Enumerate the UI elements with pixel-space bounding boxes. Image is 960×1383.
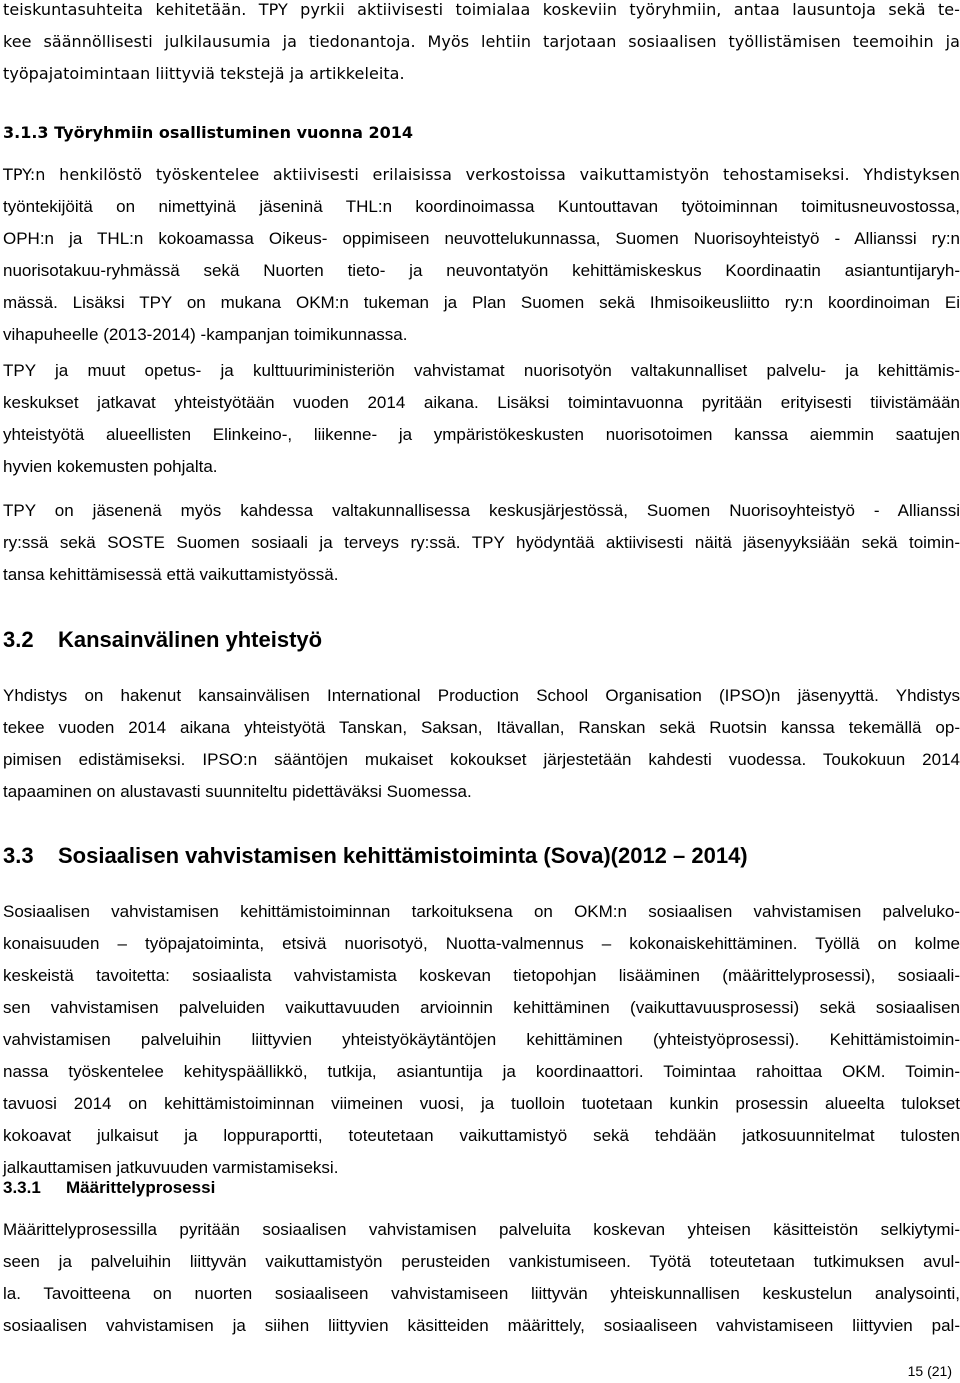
text-line: sen vahvistamisen palveluiden vaikuttavuuden arvioinnin kehittäminen (vaikuttavuusprosessi) sekä sosiaalisen: [3, 998, 960, 1017]
section-heading-3-1-3: 3.1.3 Työryhmiin osallistuminen vuonna 2014: [3, 123, 414, 142]
section-3-3-paragraph: [3, 896, 960, 1184]
text-line: keskeistä tavoitetta: sosiaalista vahvistamista koskevan tietopohjan lisääminen (määrittelyprosessi), sosiaali-: [3, 966, 960, 985]
section-3-1-3-paragraph-1: [3, 159, 960, 351]
text-line: kokoavat julkaisut ja loppuraportti, toteutetaan vaikuttamistyö sekä tehdään jatkosuunnitelmat tulosten: [3, 1126, 960, 1145]
section-number: 3.3.1: [3, 1178, 41, 1197]
text-line: sosiaalisen vahvistamisen ja siihen liittyvien käsitteiden määrittely, sosiaaliseen vahvistamiseen liittyvien pal-: [3, 1316, 960, 1335]
text-line: kee säännöllisesti julkilausumia ja tiedonantoja. Myös lehtiin tarjotaan sosiaalisen työllistämisen teemoihin ja: [3, 32, 960, 51]
text-line: ry:ssä sekä SOSTE Suomen sosiaali ja terveys ry:ssä. TPY hyödyntää aktiivisesti näitä jäsenyyksiään sekä toimin-: [3, 533, 960, 552]
text-line: seen ja palveluihin liittyvän vaikuttamistyön perusteiden vankistumiseen. Työtä toteutetaan tutkimuksen avul-: [3, 1252, 960, 1271]
section-3-1-3-paragraph-2: [3, 355, 960, 483]
section-heading-3-2: [3, 624, 960, 656]
text-line: yhteistyötä alueellisten Elinkeino-, liikenne- ja ympäristökeskusten nuorisotoimen kanssa aiemmin saatujen: [3, 425, 960, 444]
text-line: pimisen edistämiseksi. IPSO:n sääntöjen mukaiset kokoukset järjestetään kahdesti vuodessa. Toukokuun 2014: [3, 750, 960, 769]
page-number: 15 (21): [907, 1363, 952, 1379]
text-line: Sosiaalisen vahvistamisen kehittämistoiminnan tarkoituksena on OKM:n sosiaalisen vahvistamisen palveluko-: [3, 902, 960, 921]
section-title: Kansainvälinen yhteistyö: [58, 627, 323, 652]
intro-paragraph: [3, 0, 960, 90]
text-line: tekee vuoden 2014 aikana yhteistyötä Tanskan, Saksan, Itävallan, Ranskan sekä Ruotsin kanssa tekemällä op-: [3, 718, 960, 737]
text-line: nassa työskentelee kehityspäällikkö, tutkija, asiantuntija ja koordinaattori. Toimintaa rahoittaa OKM. Toimin-: [3, 1062, 960, 1081]
section-number: 3.2: [3, 627, 34, 652]
text-line: Määrittelyprosessilla pyritään sosiaalisen vahvistamisen palveluita koskevan yhteisen käsitteistön selkiytymi-: [3, 1220, 960, 1239]
text-line: OPH:n ja THL:n kokoamassa Oikeus- oppimiseen neuvottelukunnassa, Suomen Nuorisoyhteistyö - Allianssi ry:n: [3, 229, 960, 248]
section-heading-3-3-1: [3, 1172, 960, 1204]
section-3-3-1-paragraph: [3, 1214, 960, 1342]
text-line: keskukset jatkavat yhteistyötään vuoden 2014 aikana. Lisäksi toimintavuonna pyritään erityisesti tiivistämään: [3, 393, 960, 412]
text-line: nuorisotakuu-ryhmässä sekä Nuorten tieto- ja neuvontatyön kehittämiskeskus Koordinaatin asiantuntijaryh-: [3, 261, 960, 280]
section-title: Sosiaalisen vahvistamisen kehittämistoiminta (Sova)(2012 – 2014): [58, 843, 748, 868]
section-heading-3-3: [3, 840, 960, 872]
text-line: TPY on jäsenenä myös kahdessa valtakunnallisessa keskusjärjestössä, Suomen Nuorisoyhteistyö - Allianssi: [3, 501, 960, 520]
text-line: hyvien kokemusten pohjalta.: [3, 457, 218, 476]
text-line: tavuosi 2014 on kehittämistoiminnan viimeinen vuosi, ja tuolloin tuotetaan kunkin prosessin alueelta tulokset: [3, 1094, 960, 1113]
text-line: TPY ja muut opetus- ja kulttuuriministeriön vahvistamat nuorisotyön valtakunnalliset palvelu- ja kehittämis-: [3, 361, 960, 380]
text-line: tapaaminen on alustavasti suunniteltu pidettäväksi Suomessa.: [3, 782, 472, 801]
text-line: vahvistamisen palveluihin liittyvien yhteistyökäytäntöjen kehittäminen (yhteistyöprosessi). Kehittämistoimin-: [3, 1030, 960, 1049]
text-line: la. Tavoitteena on nuorten sosiaaliseen vahvistamiseen liittyvän yhteiskunnallisen keskustelun analysointi,: [3, 1284, 960, 1303]
text-line: teiskuntasuhteita kehitetään. TPY pyrkii aktiivisesti toimialaa koskeviin työryhmiin, antaa lausuntoja sekä te-: [3, 0, 960, 19]
text-line: vihapuheelle (2013-2014) -kampanjan toimikunnassa.: [3, 325, 408, 344]
section-3-2-paragraph: [3, 680, 960, 808]
text-line: Yhdistys on hakenut kansainvälisen International Production School Organisation (IPSO)n jäsenyyttä. Yhdistys: [3, 686, 960, 705]
text-line: jalkauttamisen jatkuvuuden varmistamiseksi.: [3, 1158, 339, 1177]
text-line: työpajatoimintaan liittyviä tekstejä ja artikkeleita.: [3, 64, 405, 83]
text-line: työntekijöitä on nimettyinä jäseninä THL:n koordinoimassa Kuntouttavan työtoiminnan toimitusneuvostossa,: [3, 197, 960, 216]
section-3-1-3-paragraph-3: [3, 495, 960, 591]
text-line: TPY:n henkilöstö työskentelee aktiivisesti erilaisissa verkostoissa vaikuttamistyön tehostamiseksi. Yhdistyksen: [3, 165, 960, 184]
text-line: tansa kehittämisessä että vaikuttamistyössä.: [3, 565, 339, 584]
section-title: Määrittelyprosessi: [66, 1178, 216, 1197]
text-line: konaisuuden – työpajatoiminta, etsivä nuorisotyö, Nuotta-valmennus – kokonaiskehittäminen. Työllä on kolme: [3, 934, 960, 953]
text-line: mässä. Lisäksi TPY on mukana OKM:n tukeman ja Plan Suomen sekä Ihmisoikeusliitto ry:n koordinoiman Ei: [3, 293, 960, 312]
section-number: 3.3: [3, 843, 34, 868]
